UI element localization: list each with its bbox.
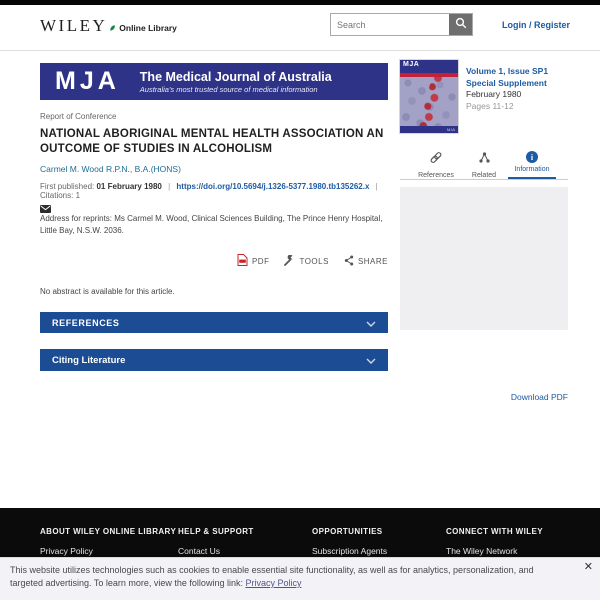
- cookie-banner: [0, 557, 600, 600]
- first-published-label: First published:: [40, 182, 95, 191]
- login-register-link[interactable]: Login / Register: [501, 20, 570, 30]
- search-button[interactable]: [449, 14, 472, 35]
- footer-heading: ABOUT WILEY ONLINE LIBRARY: [40, 527, 177, 536]
- footer-heading: HELP & SUPPORT: [178, 527, 254, 536]
- share-button[interactable]: SHARE: [344, 254, 388, 268]
- footer-link-privacy-policy[interactable]: Privacy Policy: [40, 546, 93, 556]
- doi-link[interactable]: https://doi.org/10.5694/j.1326-5377.1980.tb135262.x: [176, 182, 370, 191]
- top-black-bar: [0, 0, 600, 5]
- wiley-leaf-icon: [109, 19, 116, 37]
- tab-related[interactable]: Related: [460, 148, 508, 179]
- link-icon: [429, 151, 443, 169]
- sidebar-tabs: [412, 148, 556, 179]
- tools-button[interactable]: TOOLS: [284, 254, 328, 268]
- reprint-address: Address for reprints: Ms Carmel M. Wood, Clinical Sciences Building, The Prince Henry Hospital, Little Bay, N.S.W. 2036.: [40, 214, 383, 235]
- network-icon: [478, 151, 491, 169]
- footer-link-subscription-agents[interactable]: Subscription Agents: [312, 546, 388, 556]
- footer-link-wiley-network[interactable]: The Wiley Network: [446, 546, 518, 556]
- references-accordion[interactable]: REFERENCES: [40, 312, 388, 333]
- article-category: Report of Conference: [40, 112, 117, 121]
- article-title: NATIONAL ABORIGINAL MENTAL HEALTH ASSOCIATION AN OUTCOME OF STUDIES IN ALCOHOLISM: [40, 128, 384, 155]
- journal-tagline: Australia's most trusted source of medical information: [139, 84, 318, 94]
- journal-initials: MJA: [55, 67, 120, 95]
- wiley-wordmark: WILEY: [40, 16, 108, 35]
- pdf-button[interactable]: PDF: [237, 254, 270, 268]
- issue-pages: Pages 11-12: [466, 100, 514, 111]
- cookie-privacy-policy-link[interactable]: Privacy Policy: [245, 578, 302, 588]
- no-abstract-text: No abstract is available for this article.: [40, 287, 175, 296]
- footer-heading: OPPORTUNITIES: [312, 527, 383, 536]
- chevron-down-icon: [366, 351, 376, 369]
- share-icon: [344, 255, 354, 268]
- citing-literature-accordion[interactable]: Citing Literature: [40, 349, 388, 371]
- close-icon[interactable]: ✕: [583, 561, 593, 573]
- article-toolbar: [237, 254, 388, 268]
- journal-cover[interactable]: [400, 60, 458, 133]
- publication-info: First published: 01 February 1980 | https://doi.org/10.5694/j.1326-5377.1980.tb135262.x | Citations: 1: [40, 182, 378, 200]
- download-pdf-link[interactable]: Download PDF: [510, 392, 568, 402]
- cover-image: [400, 77, 458, 126]
- search-bar: [330, 13, 473, 36]
- citations-count: Citations: 1: [40, 191, 81, 200]
- footer-heading: CONNECT WITH WILEY: [446, 527, 543, 536]
- pdf-icon: [237, 254, 248, 268]
- tabs-divider: [400, 179, 568, 180]
- online-library-label: Online Library: [119, 23, 177, 33]
- cookie-text: This website utilizes technologies such as cookies to enable essential site functionality, as well as for analytics, personalization, and targeted advertising. To learn more, view the following link: Privacy Policy: [10, 565, 534, 588]
- special-supplement-link[interactable]: Special Supplement: [466, 77, 547, 88]
- footer-link-contact-us[interactable]: Contact Us: [178, 546, 221, 556]
- information-panel: [400, 187, 568, 330]
- search-input[interactable]: [331, 14, 449, 35]
- journal-title: The Medical Journal of Australia: [139, 69, 332, 84]
- cover-masthead: MJA: [400, 60, 458, 73]
- search-icon: [455, 17, 467, 32]
- volume-issue-link[interactable]: Volume 1, Issue SP1: [466, 66, 549, 76]
- info-icon: i: [526, 151, 538, 163]
- issue-info: [466, 66, 548, 112]
- author-link[interactable]: Carmel M. Wood R.P.N., B.A.(HONS): [40, 164, 181, 174]
- wiley-logo[interactable]: [40, 15, 177, 37]
- wrench-icon: [284, 255, 295, 268]
- cover-footer: MJA: [400, 126, 458, 133]
- header-divider: [0, 50, 600, 51]
- tab-information[interactable]: i Information: [508, 148, 556, 179]
- first-published-date: 01 February 1980: [96, 182, 162, 191]
- chevron-down-icon: [366, 314, 376, 332]
- issue-date: February 1980: [466, 89, 522, 99]
- tab-references[interactable]: References: [412, 148, 460, 179]
- journal-banner[interactable]: [40, 63, 388, 100]
